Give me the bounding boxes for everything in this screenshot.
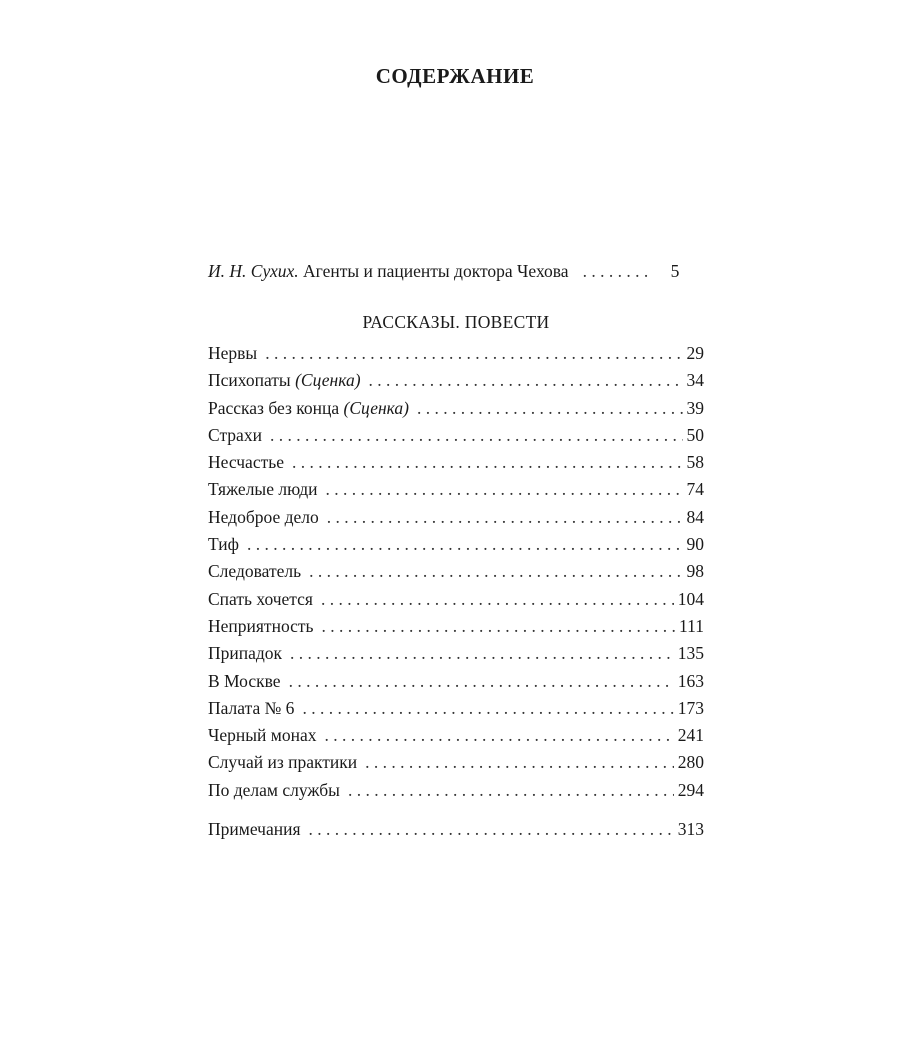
toc-entry-intro[interactable] bbox=[208, 258, 704, 285]
page-title: СОДЕРЖАНИЕ bbox=[375, 64, 535, 88]
toc-entry[interactable] bbox=[208, 558, 704, 585]
toc-entry-title: Тяжелые люди bbox=[208, 479, 318, 500]
toc-entry-title: Недоброе дело bbox=[208, 506, 319, 527]
dot-leader bbox=[322, 613, 676, 640]
dot-leader bbox=[583, 258, 653, 285]
page-number: 98 bbox=[686, 561, 704, 582]
toc-entry-title: Нервы bbox=[208, 343, 258, 363]
dot-leader bbox=[326, 476, 683, 503]
toc-entry[interactable] bbox=[208, 531, 704, 558]
toc-entry-title: По делам службы bbox=[208, 779, 340, 800]
toc-entry-title: Случай из практики bbox=[208, 752, 358, 773]
page-number: 294 bbox=[677, 779, 704, 800]
section-heading: РАССКАЗЫ. ПОВЕСТИ bbox=[362, 312, 550, 332]
page-number: 104 bbox=[677, 588, 704, 609]
page-number: 313 bbox=[677, 819, 704, 839]
toc-entry[interactable] bbox=[208, 640, 704, 667]
toc-entry-title: Палата № 6 bbox=[208, 697, 295, 718]
page-number: 173 bbox=[677, 697, 704, 718]
toc-entry[interactable] bbox=[208, 504, 704, 531]
toc-entry-title: Спать хочется bbox=[208, 588, 313, 609]
dot-leader bbox=[265, 340, 682, 367]
toc-entry[interactable] bbox=[208, 668, 704, 695]
toc-entry[interactable] bbox=[208, 722, 704, 749]
dot-leader bbox=[290, 640, 674, 667]
toc-entry[interactable] bbox=[208, 422, 704, 449]
toc-entry-title: Несчастье bbox=[208, 452, 284, 473]
toc-entry[interactable] bbox=[208, 586, 704, 613]
toc-entry-title: Черный монах bbox=[208, 725, 317, 746]
page-number: 90 bbox=[686, 534, 704, 555]
toc-notes bbox=[208, 816, 704, 843]
toc-entry-label bbox=[208, 395, 409, 422]
dot-leader bbox=[321, 586, 674, 613]
page-number: 58 bbox=[686, 452, 704, 473]
toc-entry[interactable] bbox=[208, 367, 704, 394]
page-number: 241 bbox=[677, 725, 704, 746]
page-number: 280 bbox=[677, 752, 704, 773]
toc-entry-label bbox=[208, 258, 569, 285]
toc-entry-title: Припадок bbox=[208, 643, 283, 664]
page-number: 50 bbox=[686, 424, 704, 445]
page-number: 111 bbox=[679, 615, 704, 636]
toc-entry[interactable] bbox=[208, 695, 704, 722]
page-number: 5 bbox=[670, 261, 680, 281]
toc-entry-title: Следователь bbox=[208, 561, 302, 582]
toc-entry-title: Тиф bbox=[208, 534, 239, 555]
page-number: 135 bbox=[677, 643, 704, 664]
toc-entry[interactable] bbox=[208, 340, 704, 367]
page-number: 74 bbox=[686, 479, 704, 500]
toc-entry[interactable] bbox=[208, 395, 704, 422]
toc-entry-label bbox=[208, 367, 361, 394]
page-number: 34 bbox=[686, 370, 704, 391]
toc-intro bbox=[208, 258, 704, 285]
toc-list bbox=[208, 340, 704, 804]
toc-entry-title: Примечания bbox=[208, 819, 301, 839]
toc-entry-notes[interactable] bbox=[208, 816, 704, 843]
toc-entry-title: Неприятность bbox=[208, 615, 314, 636]
dot-leader bbox=[270, 422, 683, 449]
toc-entry[interactable] bbox=[208, 449, 704, 476]
dot-leader bbox=[289, 668, 674, 695]
intro-title: Агенты и пациенты доктора Чехова bbox=[303, 261, 569, 281]
dot-leader bbox=[417, 395, 683, 422]
toc-entry-title: Психопаты bbox=[208, 370, 291, 391]
toc-entry[interactable] bbox=[208, 749, 704, 776]
dot-leader bbox=[369, 367, 683, 394]
intro-author: И. Н. Сухих. bbox=[208, 261, 299, 281]
dot-leader bbox=[309, 816, 674, 843]
dot-leader bbox=[365, 749, 674, 776]
page-number: 163 bbox=[677, 670, 704, 691]
toc-entry[interactable] bbox=[208, 777, 704, 804]
page-number: 39 bbox=[686, 397, 704, 418]
toc-entry-note: (Сценка) bbox=[295, 370, 361, 391]
dot-leader bbox=[327, 504, 683, 531]
page-number: 29 bbox=[686, 343, 704, 363]
dot-leader bbox=[324, 722, 673, 749]
toc-entry-title: Рассказ без конца bbox=[208, 397, 340, 418]
dot-leader bbox=[302, 695, 673, 722]
page-number: 84 bbox=[686, 506, 704, 527]
toc-entry-title: Страхи bbox=[208, 424, 262, 445]
toc-entry-title: В Москве bbox=[208, 670, 281, 691]
dot-leader bbox=[247, 531, 683, 558]
dot-leader bbox=[309, 558, 682, 585]
dot-leader bbox=[348, 777, 674, 804]
dot-leader bbox=[292, 449, 683, 476]
toc-entry[interactable] bbox=[208, 476, 704, 503]
toc-entry-note: (Сценка) bbox=[343, 397, 409, 418]
toc-entry[interactable] bbox=[208, 613, 704, 640]
